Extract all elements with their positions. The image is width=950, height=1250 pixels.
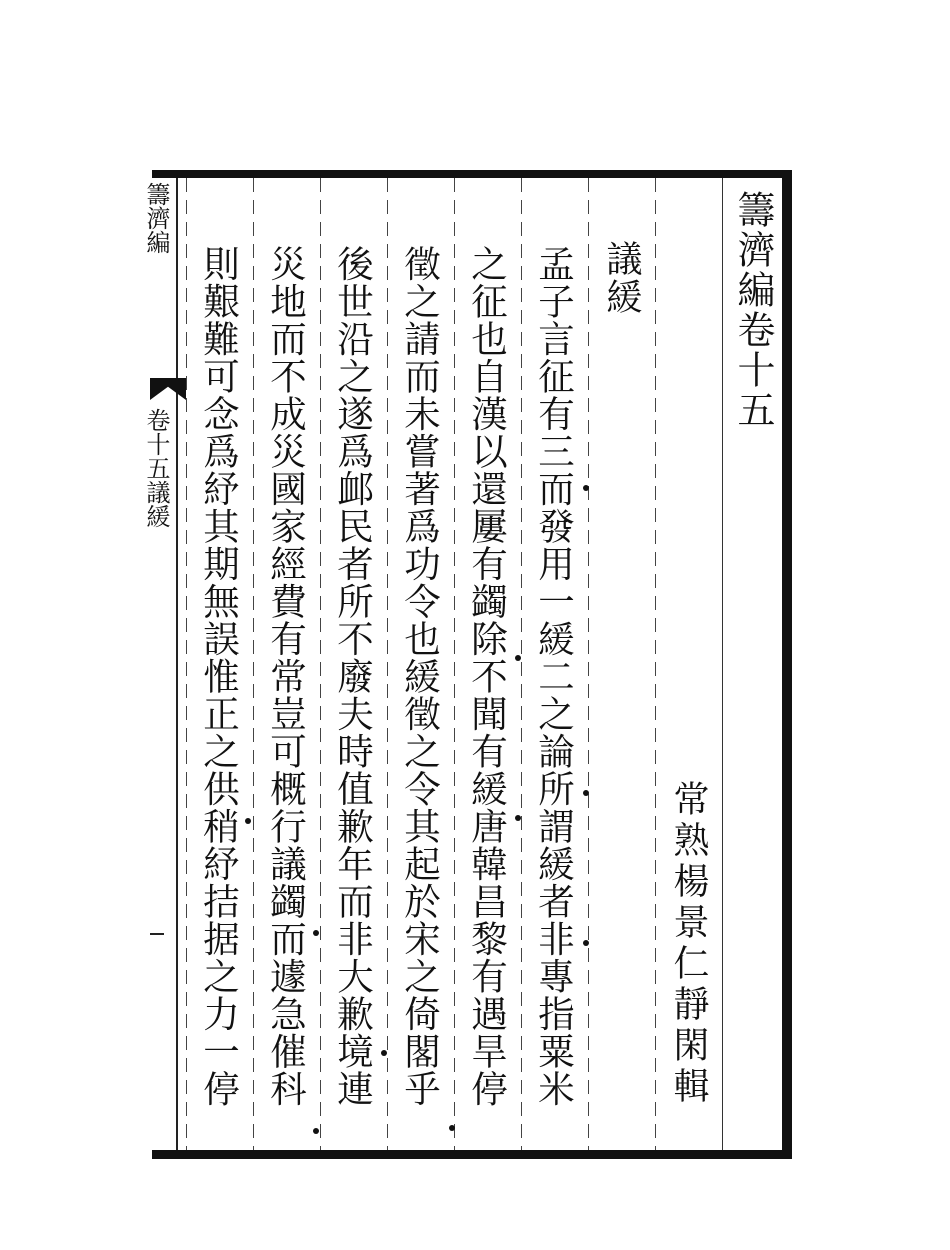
punctuation-dot (381, 1050, 387, 1056)
punctuation-dot (449, 1125, 455, 1131)
punctuation-dot (515, 815, 521, 821)
punctuation-dot (583, 485, 589, 491)
column-rule (387, 178, 388, 1150)
compiler-credit: 常熟楊景仁靜閑輯 (668, 780, 709, 1108)
body-column: 後世沿之遂爲䘏民者所不廢夫時值歉年而非大歉境連 (331, 245, 375, 1108)
column-rule (722, 178, 723, 1150)
punctuation-dot (313, 930, 319, 936)
frame-bottom-border (152, 1150, 792, 1159)
column-rule (186, 178, 187, 1150)
section-heading: 議緩 (601, 240, 642, 316)
fold-margin (138, 178, 174, 1150)
column-rule (521, 178, 522, 1150)
volume-title: 籌濟編卷十五 (731, 190, 775, 430)
frame-top-border (152, 170, 792, 178)
body-column: 徵之請而未嘗著爲功令也緩徵之令其起於宋之倚閣乎 (398, 245, 442, 1108)
margin-tick (150, 933, 164, 935)
margin-section: 卷十五議緩 (142, 408, 170, 528)
margin-book-title: 籌濟編 (142, 182, 170, 254)
column-rule (320, 178, 321, 1150)
column-rule (655, 178, 656, 1150)
punctuation-dot (583, 790, 589, 796)
frame-right-border (782, 170, 792, 1159)
body-column: 災地而不成災國家經費有常豈可概行議蠲而遽急催科 (264, 245, 308, 1108)
column-rule (588, 178, 589, 1150)
punctuation-dot (245, 818, 251, 824)
punctuation-dot (515, 655, 521, 661)
body-column: 之征也自漢以還屢有蠲除不聞有緩唐韓昌黎有遇旱停 (465, 245, 509, 1108)
body-column: 孟子言征有三而發用一緩二之論所謂緩者非專指粟米 (532, 245, 576, 1108)
column-rule (253, 178, 254, 1150)
punctuation-dot (313, 1128, 319, 1134)
frame-left-border (176, 178, 178, 1150)
punctuation-dot (583, 940, 589, 946)
column-rule (454, 178, 455, 1150)
body-column: 則艱難可念爲紓其期無誤惟正之供稍紓拮据之力一停 (197, 245, 241, 1108)
